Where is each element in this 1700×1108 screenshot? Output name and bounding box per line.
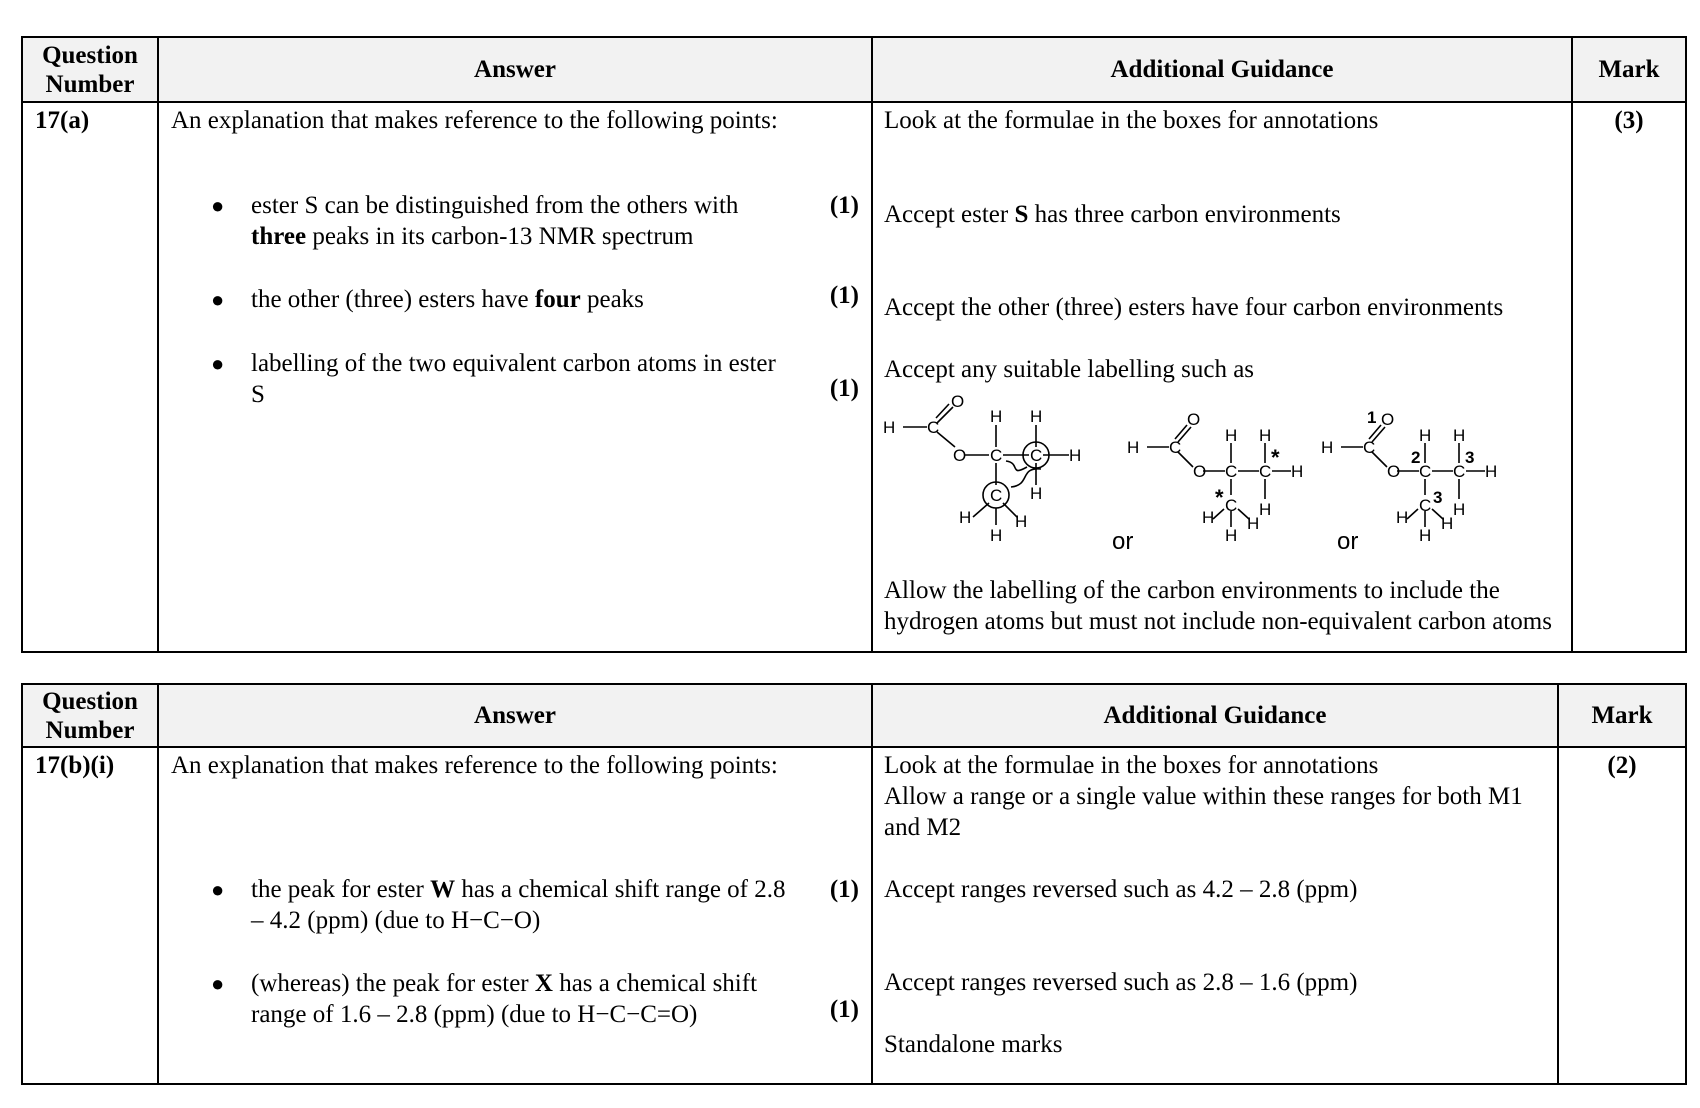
- svg-text:H: H: [1069, 446, 1082, 465]
- point-mark: (1): [829, 282, 859, 309]
- svg-text:H: H: [959, 508, 972, 527]
- svg-text:H: H: [1030, 407, 1043, 426]
- guidance-header: Additional Guidance: [872, 37, 1572, 102]
- answer-intro: An explanation that makes reference to the following points:: [171, 107, 778, 134]
- answer-point-text: labelling of the two equivalent carbon atoms in ester S: [251, 350, 776, 408]
- answer-point-text: the peak for ester W has a chemical shift range of 2.8 – 4.2 (ppm) (due to H−C−O): [251, 876, 786, 934]
- point-mark: (1): [829, 876, 859, 903]
- guidance-text: Standalone marks: [884, 1031, 1063, 1058]
- svg-text:O: O: [953, 446, 967, 465]
- answer-header: Answer: [158, 37, 872, 102]
- svg-text:H: H: [1419, 426, 1432, 445]
- svg-text:C: C: [927, 418, 940, 437]
- svg-text:C: C: [1453, 462, 1466, 481]
- bullet-icon: ●: [211, 877, 225, 902]
- guidance-text: Accept ester S has three carbon environments: [884, 201, 1341, 228]
- svg-text:C: C: [1419, 462, 1432, 481]
- answer-point-text: the other (three) esters have four peaks: [251, 286, 644, 313]
- svg-text:2: 2: [1411, 448, 1421, 467]
- answer-cell: [158, 102, 872, 652]
- guidance-text: Accept any suitable labelling such as: [884, 356, 1255, 383]
- mark-header: Mark: [1558, 684, 1686, 747]
- svg-text:C: C: [1030, 446, 1043, 465]
- ester-s-structures: [881, 395, 1571, 555]
- svg-text:H: H: [990, 526, 1003, 545]
- svg-text:H: H: [1259, 426, 1272, 445]
- svg-text:C: C: [1225, 496, 1238, 515]
- svg-text:C: C: [990, 446, 1003, 465]
- question-number-header: Question Number: [22, 37, 158, 102]
- guidance-text: Allow a range or a single value within these ranges for both M1 and M2: [884, 783, 1523, 841]
- svg-text:H: H: [1485, 462, 1498, 481]
- svg-text:C: C: [990, 486, 1003, 505]
- point-mark: (1): [829, 996, 859, 1023]
- mark-scheme-table-17a: [21, 36, 1687, 653]
- svg-text:O: O: [1387, 462, 1401, 481]
- svg-text:C: C: [1225, 462, 1238, 481]
- svg-text:H: H: [1291, 462, 1304, 481]
- svg-text:H: H: [1441, 514, 1454, 533]
- question-number: 17(b)(i): [22, 747, 158, 1084]
- point-mark: (1): [829, 192, 859, 219]
- svg-text:O: O: [1381, 410, 1395, 429]
- svg-text:H: H: [1225, 526, 1238, 545]
- svg-text:or: or: [1112, 528, 1134, 555]
- guidance-text: Allow the labelling of the carbon environments to include the hydrogen atoms but must not include non-equivalent carbon atoms: [884, 577, 1552, 635]
- mark-header: Mark: [1572, 37, 1686, 102]
- table-row: [22, 747, 1686, 1084]
- guidance-text: Accept ranges reversed such as 2.8 – 1.6 (ppm): [884, 969, 1358, 996]
- svg-text:C: C: [1169, 438, 1182, 457]
- svg-text:H: H: [1202, 508, 1215, 527]
- svg-text:O: O: [1187, 410, 1201, 429]
- svg-text:*: *: [1215, 485, 1224, 510]
- bullet-icon: ●: [211, 351, 225, 376]
- svg-text:H: H: [1419, 526, 1432, 545]
- guidance-cell: [872, 747, 1558, 1084]
- svg-text:C: C: [1259, 462, 1272, 481]
- question-number: 17(a): [22, 102, 158, 652]
- svg-text:H: H: [1453, 426, 1466, 445]
- answer-cell: [158, 747, 872, 1084]
- header-row: [22, 37, 1686, 102]
- bullet-icon: ●: [211, 971, 225, 996]
- answer-header: Answer: [158, 684, 872, 747]
- svg-text:O: O: [951, 395, 965, 411]
- svg-text:or: or: [1337, 528, 1359, 555]
- svg-text:C: C: [1419, 496, 1432, 515]
- guidance-text: Accept ranges reversed such as 4.2 – 2.8 (ppm): [884, 876, 1358, 903]
- answer-point-text: (whereas) the peak for ester X has a chemical shift range of 1.6 – 2.8 (ppm) (due to H−C−C=O): [251, 970, 758, 1028]
- total-mark: (2): [1558, 747, 1686, 1084]
- header-row: [22, 684, 1686, 747]
- svg-text:H: H: [1030, 484, 1043, 503]
- question-number-header: Question Number: [22, 684, 158, 747]
- bullet-icon: ●: [211, 193, 225, 218]
- answer-intro: An explanation that makes reference to the following points:: [171, 752, 778, 779]
- mark-scheme-table-17bi: [21, 683, 1687, 1085]
- svg-text:H: H: [1247, 514, 1260, 533]
- svg-text:O: O: [1193, 462, 1207, 481]
- bullet-icon: ●: [211, 287, 225, 312]
- svg-text:H: H: [1321, 438, 1334, 457]
- svg-text:C: C: [1363, 438, 1376, 457]
- total-mark: (3): [1572, 102, 1686, 652]
- guidance-text: Look at the formulae in the boxes for annotations: [884, 752, 1379, 779]
- svg-text:H: H: [1015, 512, 1028, 531]
- svg-text:H: H: [1396, 508, 1409, 527]
- answer-point-text: ester S can be distinguished from the others with three peaks in its carbon-13 NMR spectrum: [251, 192, 739, 250]
- guidance-text: Look at the formulae in the boxes for annotations: [884, 107, 1379, 134]
- svg-text:1: 1: [1367, 408, 1377, 427]
- guidance-header: Additional Guidance: [872, 684, 1558, 747]
- svg-text:H: H: [1453, 500, 1466, 519]
- structural-formulae: [881, 395, 1571, 563]
- svg-text:H: H: [1225, 426, 1238, 445]
- svg-text:H: H: [990, 407, 1003, 426]
- svg-text:3: 3: [1465, 448, 1475, 467]
- guidance-cell: [872, 102, 1572, 652]
- svg-text:H: H: [1127, 438, 1140, 457]
- svg-text:H: H: [1259, 500, 1272, 519]
- svg-text:*: *: [1271, 445, 1280, 470]
- svg-text:H: H: [883, 418, 896, 437]
- table-row: [22, 102, 1686, 652]
- point-mark: (1): [829, 375, 859, 402]
- svg-text:3: 3: [1433, 488, 1443, 507]
- guidance-text: Accept the other (three) esters have four carbon environments: [884, 294, 1504, 321]
